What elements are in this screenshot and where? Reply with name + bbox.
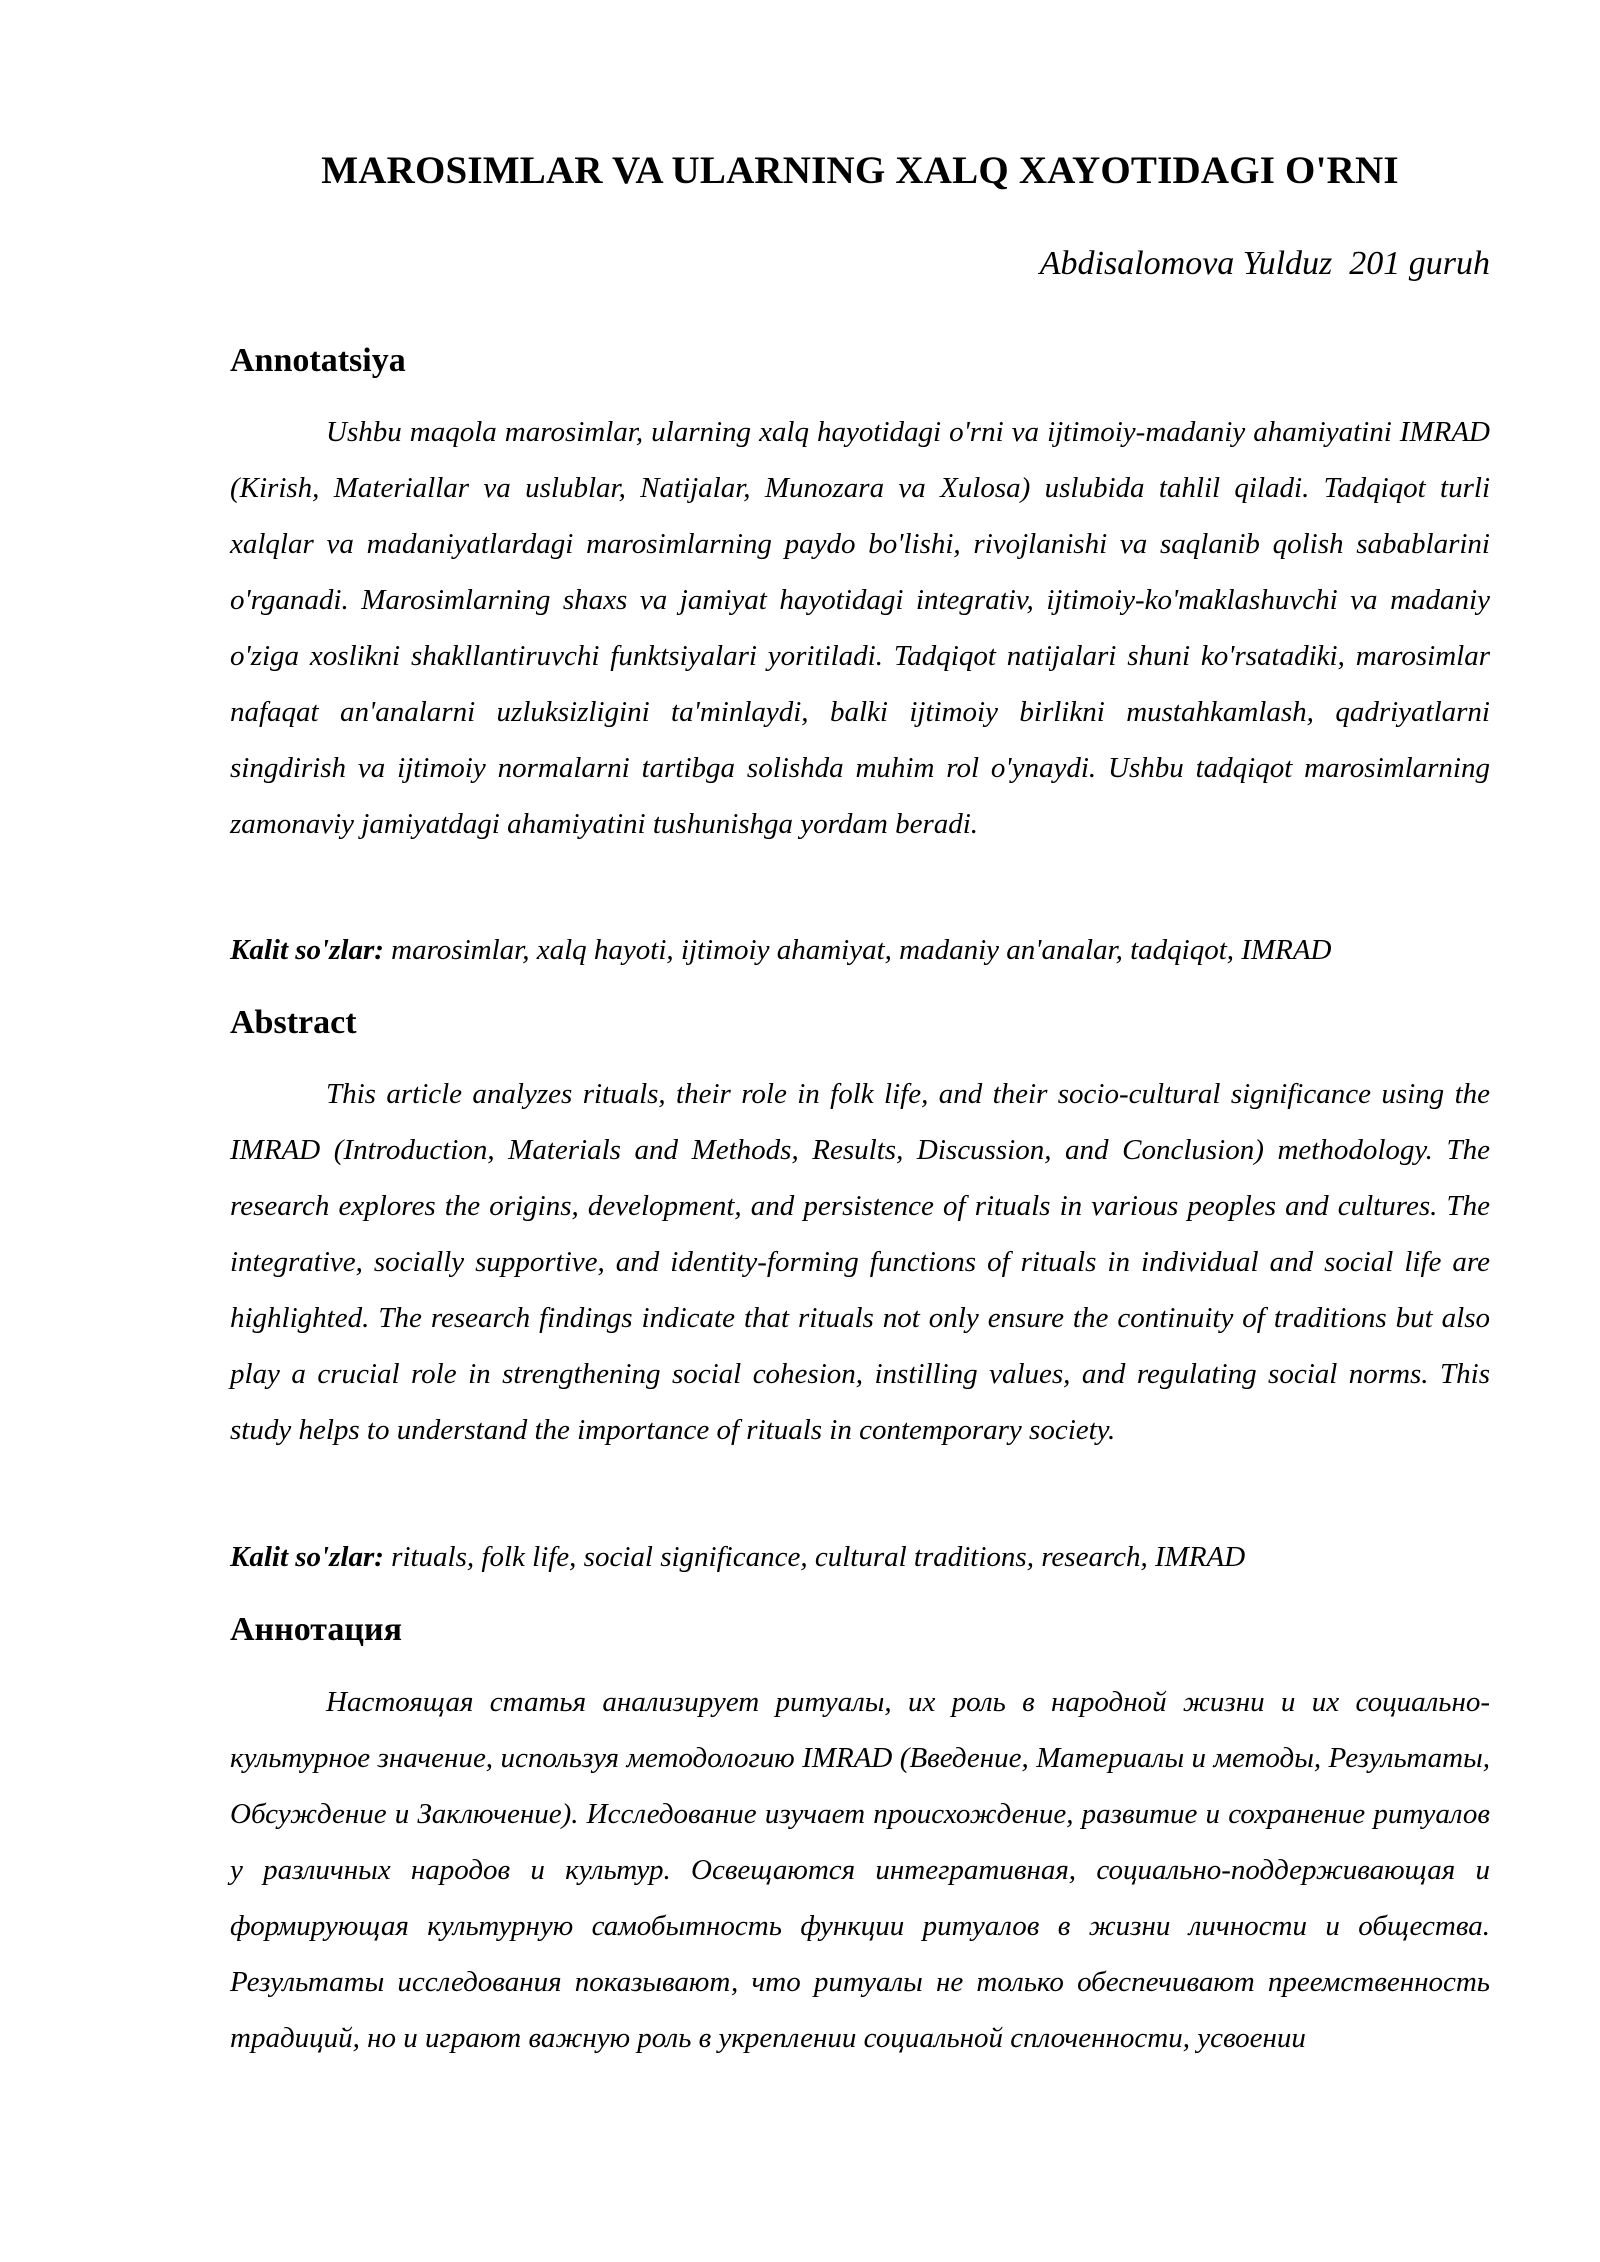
section-body-annotatsiya-ru: Настоящая статья анализирует ритуалы, их роль в народной жизни и их социально-культурное значение, используя методологию IMRAD (Введение, Материалы и методы, Результаты, Обсуждение и Заключение). Исследование изучает происхождение, развитие и сохранение ритуалов у различных народов и культур. Освещаются интегративная, социально-поддерживающая и формирующая культурную самобытность функции ритуалов в жизни личности и общества. Результаты исследования показывают, что ритуалы не только обеспечивают преемственность традиций, но и играют важную роль в укреплении социальной сплоченности, усвоении: [230, 1686, 1490, 2054]
keywords-label: Kalit so'zlar:: [230, 934, 384, 966]
keywords-line-uz: [230, 930, 1490, 970]
keywords-text: rituals, folk life, social significance, cultural traditions, research, IMRAD: [383, 1541, 1246, 1573]
document-title: MAROSIMLAR VA ULARNING XALQ XAYOTIDAGI O'RNI: [321, 149, 1399, 192]
keywords-label: Kalit so'zlar:: [230, 1541, 384, 1573]
keywords-line-en: [230, 1537, 1490, 1577]
section-body-annotatsiya: Ushbu maqola marosimlar, ularning xalq hayotidagi o'rni va ijtimoiy-madaniy ahamiyatini IMRAD (Kirish, Materiallar va uslublar, Natijalar, Munozara va Xulosa) uslubida tahlil qiladi. Tadqiqot turli xalqlar va madaniyatlardagi marosimlarning paydo bo'lishi, rivojlanishi va saqlanib qolish sabablarini o'rganadi. Marosimlarning shaxs va jamiyat hayotidagi integrativ, ijtimoiy-ko'maklashuvchi va madaniy o'ziga xoslikni shakllantiruvchi funktsiyalari yoritiladi. Tadqiqot natijalari shuni ko'rsatadiki, marosimlar nafaqat an'analarni uzluksizligini ta'minlaydi, balki ijtimoiy birlikni mustahkamlash, qadriyatlarni singdirish va ijtimoiy normalarni tartibga solishda muhim rol o'ynaydi. Ushbu tadqiqot marosimlarning zamonaviy jamiyatdagi ahamiyatini tushunishga yordam beradi.: [230, 416, 1490, 840]
author-line: Abdisalomova Yulduz 201 guruh: [1039, 245, 1490, 282]
section-body-abstract: This article analyzes rituals, their role in folk life, and their socio-cultural significance using the IMRAD (Introduction, Materials and Methods, Results, Discussion, and Conclusion) methodology. The research explores the origins, development, and persistence of rituals in various peoples and cultures. The integrative, socially supportive, and identity-forming functions of rituals in individual and social life are highlighted. The research findings indicate that rituals not only ensure the continuity of traditions but also play a crucial role in strengthening social cohesion, instilling values, and regulating social norms. This study helps to understand the importance of rituals in contemporary society.: [230, 1078, 1490, 1446]
keywords-text: marosimlar, xalq hayoti, ijtimoiy ahamiyat, madaniy an'analar, tadqiqot, IMRAD: [383, 934, 1332, 966]
section-heading-annotatsiya-ru: Аннотация: [230, 1611, 402, 1648]
section-heading-annotatsiya: Annotatsiya: [230, 342, 406, 379]
section-heading-abstract: Abstract: [230, 1004, 357, 1041]
